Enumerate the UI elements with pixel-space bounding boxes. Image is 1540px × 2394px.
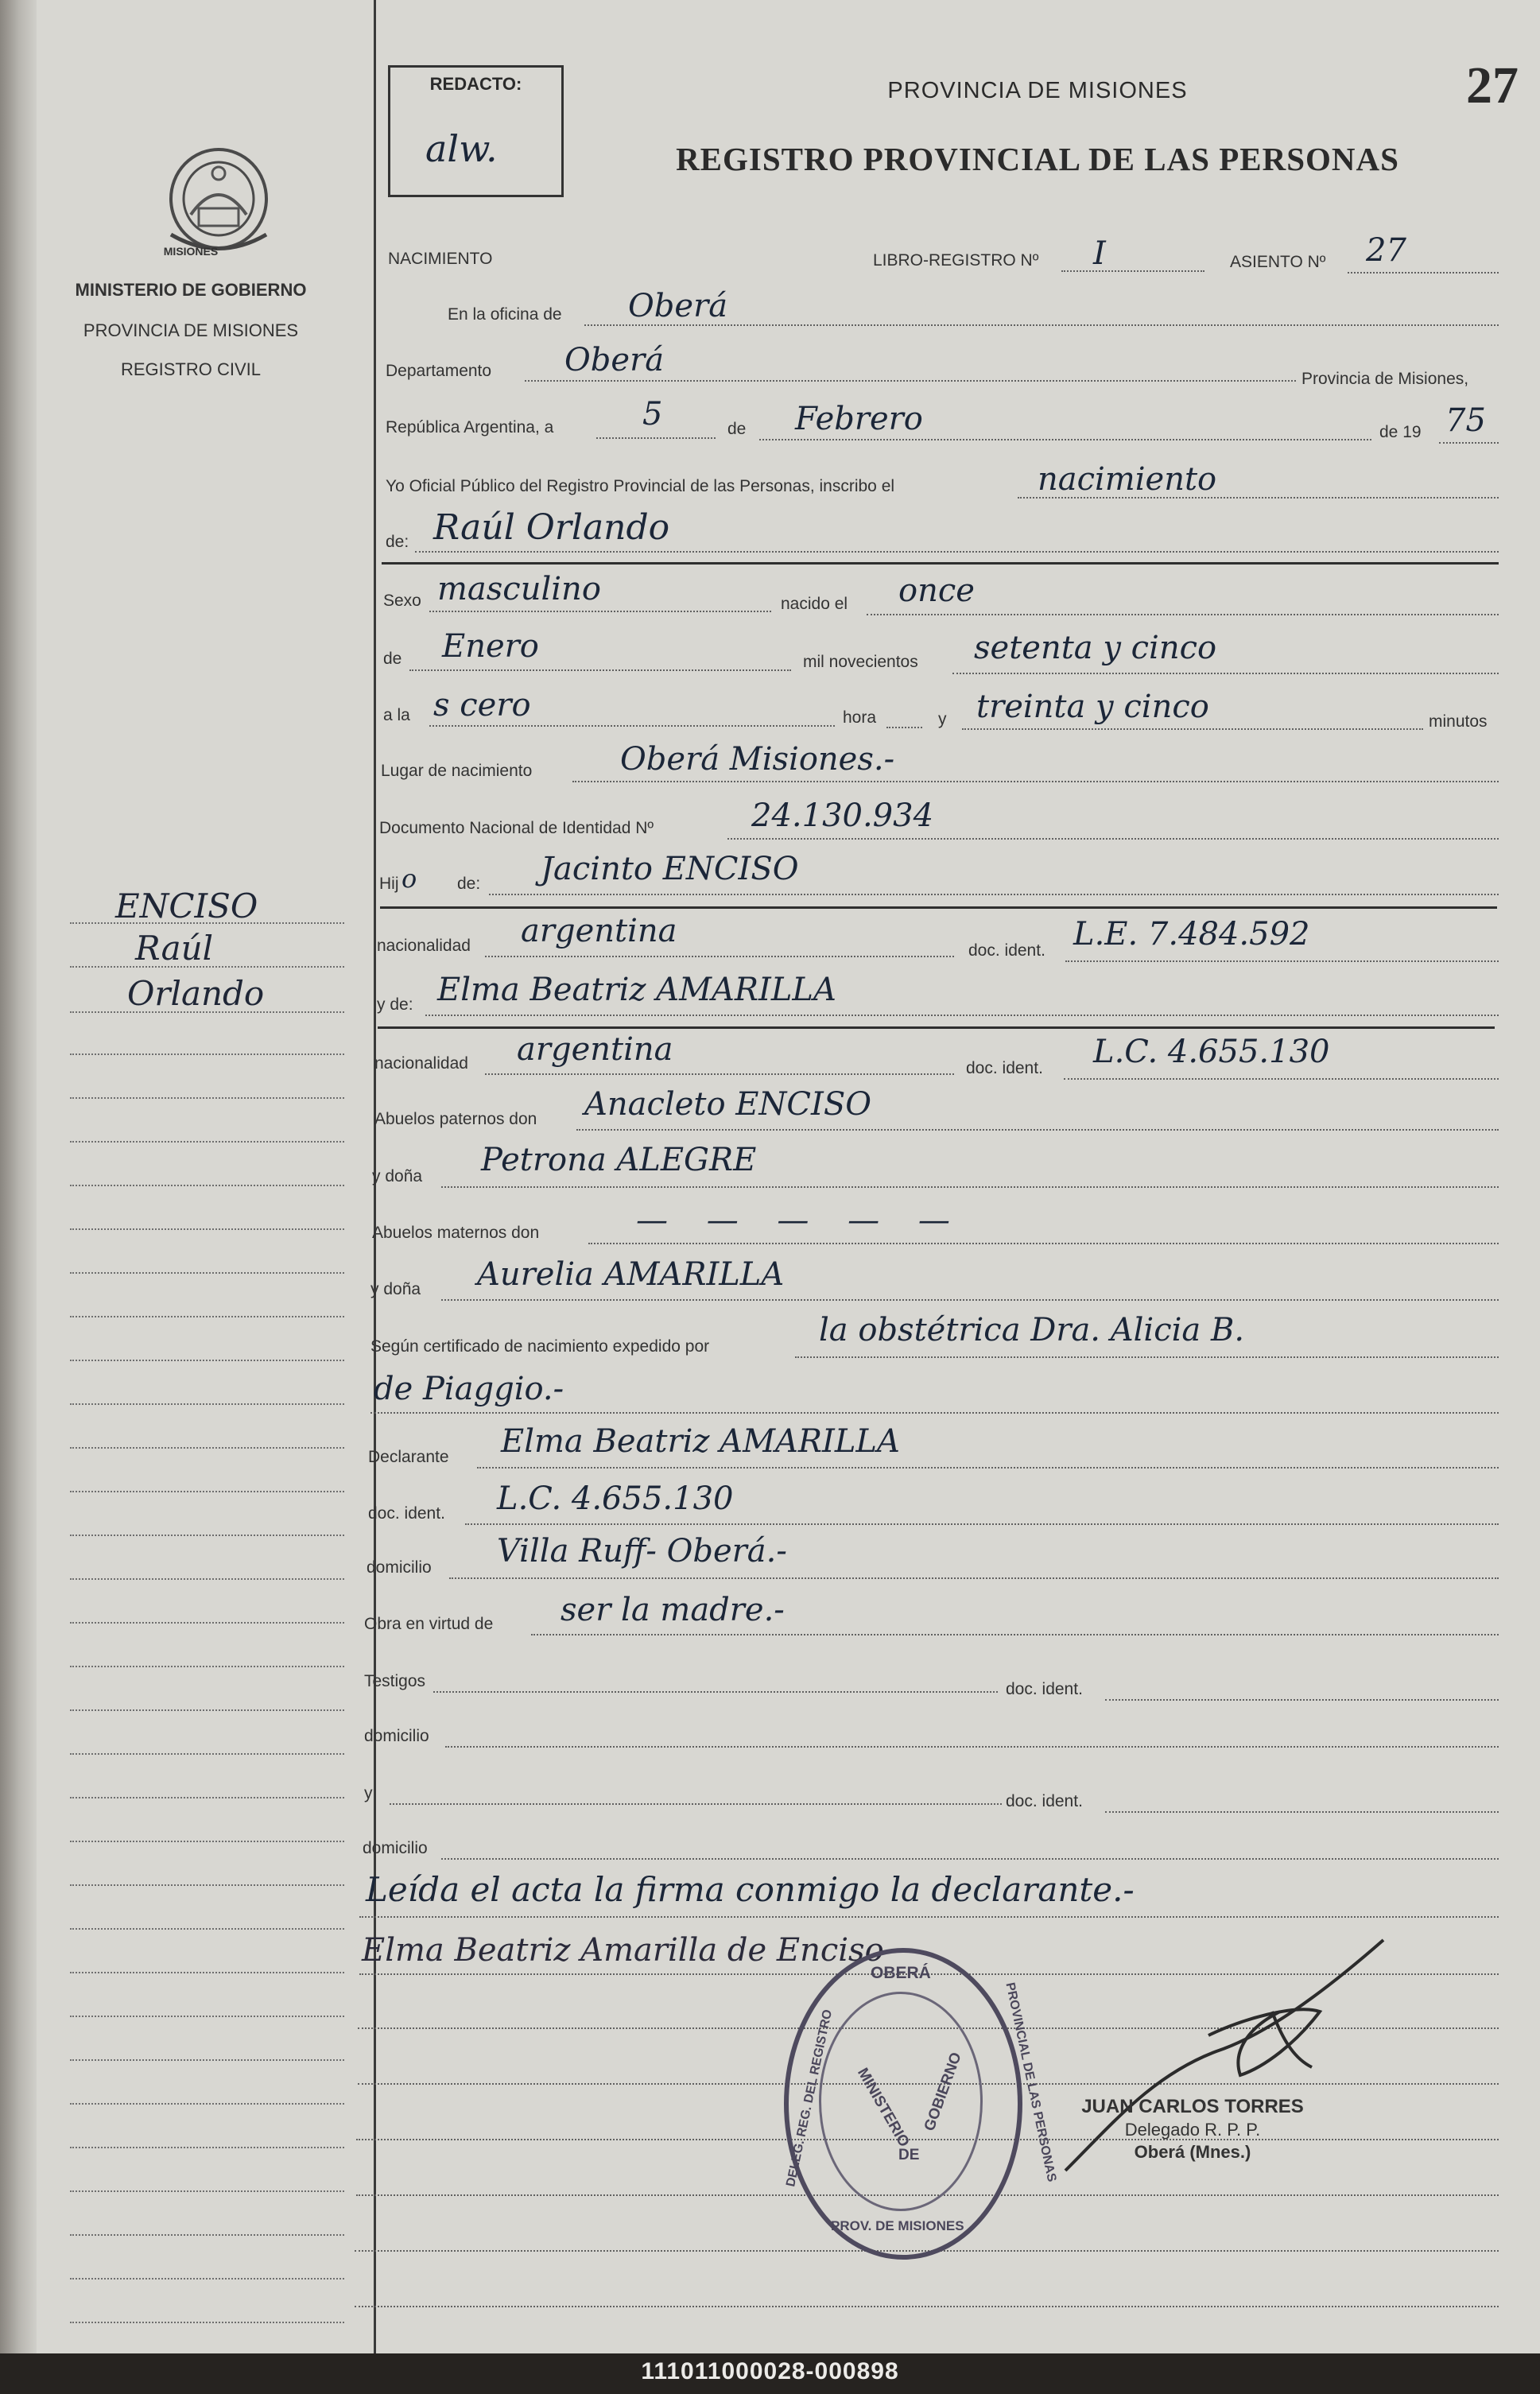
footer-code: 111011000028-000898: [641, 2358, 899, 2384]
stamp-right-text: PROVINCIAL DE LAS PERSONAS: [1003, 1981, 1059, 2183]
hijo-label: Hij: [379, 875, 399, 893]
madre-nacionalidad-label: nacionalidad: [374, 1054, 468, 1073]
hora-label: hora: [843, 708, 877, 727]
declarante-label: Declarante: [368, 1448, 449, 1466]
mes-nacimiento-value: Enero: [442, 628, 539, 665]
a-la-label: a la: [383, 706, 410, 724]
registry-title: REGISTRO CIVIL: [120, 359, 262, 379]
padre-nacionalidad-label: nacionalidad: [377, 937, 471, 955]
testigo-domicilio-label: domicilio: [364, 1727, 429, 1745]
certificado-value-2: de Piaggio.-: [374, 1371, 564, 1407]
domicilio-value: Villa Ruff- Oberá.-: [497, 1533, 787, 1569]
dni-value: 24.130.934: [751, 797, 934, 834]
abuela-materna-label: y doña: [370, 1280, 421, 1298]
mil-novecientos-label: mil novecientos: [803, 653, 918, 671]
libro-label: LIBRO-REGISTRO Nº: [873, 251, 1039, 270]
stamp-center-1: MINISTERIO: [854, 2065, 913, 2150]
testigos-label: Testigos: [364, 1672, 426, 1690]
nacido-label: nacido el: [781, 595, 848, 613]
dia-value: 5: [642, 396, 663, 433]
closing-statement: Leída el acta la firma conmigo la declarante.-: [366, 1870, 1135, 1909]
abuelos-maternos-label: Abuelos maternos don: [372, 1224, 540, 1242]
testigo-doc-label: doc. ident.: [1006, 1680, 1083, 1698]
certificado-value: la obstétrica Dra. Alicia B.: [819, 1312, 1245, 1348]
padre-doc-value: L.E. 7.484.592: [1073, 916, 1310, 953]
page-number: 27: [1466, 56, 1519, 114]
section-rule-1: [382, 562, 1499, 565]
oficial-label: Yo Oficial Público del Registro Provincial de las Personas, inscribo el: [386, 477, 895, 495]
republica-label: República Argentina, a: [386, 418, 554, 437]
libro-value: I: [1093, 235, 1106, 272]
official-stamp-inner-ring: [819, 1992, 983, 2211]
abuelo-materno-value: — — — — —: [636, 1202, 964, 1239]
stamp-center-3: GOBIERNO: [921, 2050, 965, 2134]
lugar-value: Oberá Misiones.-: [620, 741, 895, 778]
abuela-paterna-value: Petrona ALEGRE: [481, 1142, 757, 1178]
asiento-value: 27: [1366, 232, 1406, 269]
province-title: PROVINCIA DE MISIONES: [83, 320, 299, 340]
stamp-center-2: DE: [898, 2147, 920, 2163]
de-19-label: de 19: [1379, 423, 1422, 441]
minutos-label: minutos: [1429, 712, 1488, 731]
obra-value: ser la madre.-: [561, 1592, 785, 1628]
lugar-label: Lugar de nacimiento: [381, 762, 533, 780]
page-binding: [0, 0, 37, 2353]
section-rule-3: [378, 1026, 1495, 1029]
testigo-doc-2-label: doc. ident.: [1006, 1792, 1083, 1810]
ministry-title: MINISTERIO DE GOBIERNO: [75, 280, 307, 300]
padre-doc-label: doc. ident.: [968, 941, 1045, 960]
madre-nacionalidad-value: argentina: [517, 1031, 673, 1068]
stamp-bottom-text: PROV. DE MISIONES: [831, 2218, 964, 2233]
margin-given-name-2: Orlando: [127, 974, 265, 1013]
sexo-value: masculino: [437, 571, 601, 607]
provincia-suffix: Provincia de Misiones,: [1301, 370, 1469, 388]
de-mes-label: de: [383, 650, 402, 668]
abuela-paterna-label: y doña: [372, 1167, 423, 1185]
redacto-label: REDACTO:: [429, 74, 522, 94]
anio-nacimiento-value: setenta y cinco: [974, 630, 1217, 666]
nacido-value: once: [898, 572, 975, 609]
province-header: PROVINCIA DE MISIONES: [887, 78, 1188, 103]
padre-nacionalidad-value: argentina: [521, 913, 677, 949]
departamento-value: Oberá: [564, 342, 665, 378]
minutos-value: treinta y cinco: [976, 689, 1209, 725]
nombre-value: Raúl Orlando: [433, 507, 670, 548]
dni-label: Documento Nacional de Identidad Nº: [379, 819, 654, 837]
declarante-doc-value: L.C. 4.655.130: [497, 1480, 734, 1517]
margin-given-name-1: Raúl: [135, 929, 214, 968]
oficina-label: En la oficina de: [448, 305, 562, 324]
redacto-value: alw.: [425, 127, 498, 170]
asiento-label: ASIENTO Nº: [1230, 253, 1326, 271]
obra-label: Obra en virtud de: [364, 1615, 494, 1633]
hora-value: s cero: [433, 687, 531, 724]
official-place: Oberá (Mnes.): [1134, 2142, 1251, 2162]
departamento-label: Departamento: [386, 362, 492, 380]
abuelo-paterno-value: Anacleto ENCISO: [584, 1086, 872, 1123]
registry-header: REGISTRO PROVINCIAL DE LAS PERSONAS: [676, 141, 1399, 177]
nombre-label: de:: [386, 533, 409, 551]
declarante-doc-label: doc. ident.: [368, 1504, 445, 1523]
section-rule-2: [380, 906, 1497, 909]
madre-doc-value: L.C. 4.655.130: [1093, 1034, 1330, 1070]
domicilio-label: domicilio: [367, 1558, 432, 1577]
y-label: y: [938, 710, 947, 728]
testigo-y-label: y: [364, 1784, 373, 1802]
nacimiento-label: NACIMIENTO: [388, 250, 493, 268]
de-label: de: [727, 420, 747, 438]
sexo-label: Sexo: [383, 592, 421, 610]
seal-text: MISIONES: [163, 245, 219, 258]
hijo-suffix: o: [401, 863, 417, 894]
abuela-materna-value: Aurelia AMARILLA: [477, 1256, 785, 1293]
official-role: Delegado R. P. P.: [1124, 2120, 1261, 2140]
declarant-signature: Elma Beatriz Amarilla de Enciso: [362, 1932, 884, 1969]
testigo-domicilio-2-label: domicilio: [363, 1839, 428, 1857]
oficina-value: Oberá: [628, 288, 728, 324]
segun-certificado-label: Según certificado de nacimiento expedido por: [370, 1337, 710, 1356]
madre-doc-label: doc. ident.: [966, 1059, 1043, 1077]
inscribo-value: nacimiento: [1038, 461, 1217, 498]
anio-value: 75: [1445, 402, 1486, 439]
official-name: JUAN CARLOS TORRES: [1081, 2096, 1304, 2117]
padre-value: Jacinto ENCISO: [541, 851, 799, 887]
stamp-left-text: DELEG. REG. DEL REGISTRO: [784, 2008, 836, 2188]
madre-value: Elma Beatriz AMARILLA: [437, 972, 836, 1008]
mes-value: Febrero: [795, 401, 923, 437]
hijo-de-label: de:: [457, 875, 481, 893]
margin-surname: ENCISO: [115, 887, 258, 925]
stamp-top-text: OBERÁ: [871, 1964, 931, 1982]
madre-label: y de:: [377, 995, 413, 1014]
declarante-value: Elma Beatriz AMARILLA: [501, 1423, 900, 1460]
abuelos-paternos-label: Abuelos paternos don: [374, 1110, 537, 1128]
